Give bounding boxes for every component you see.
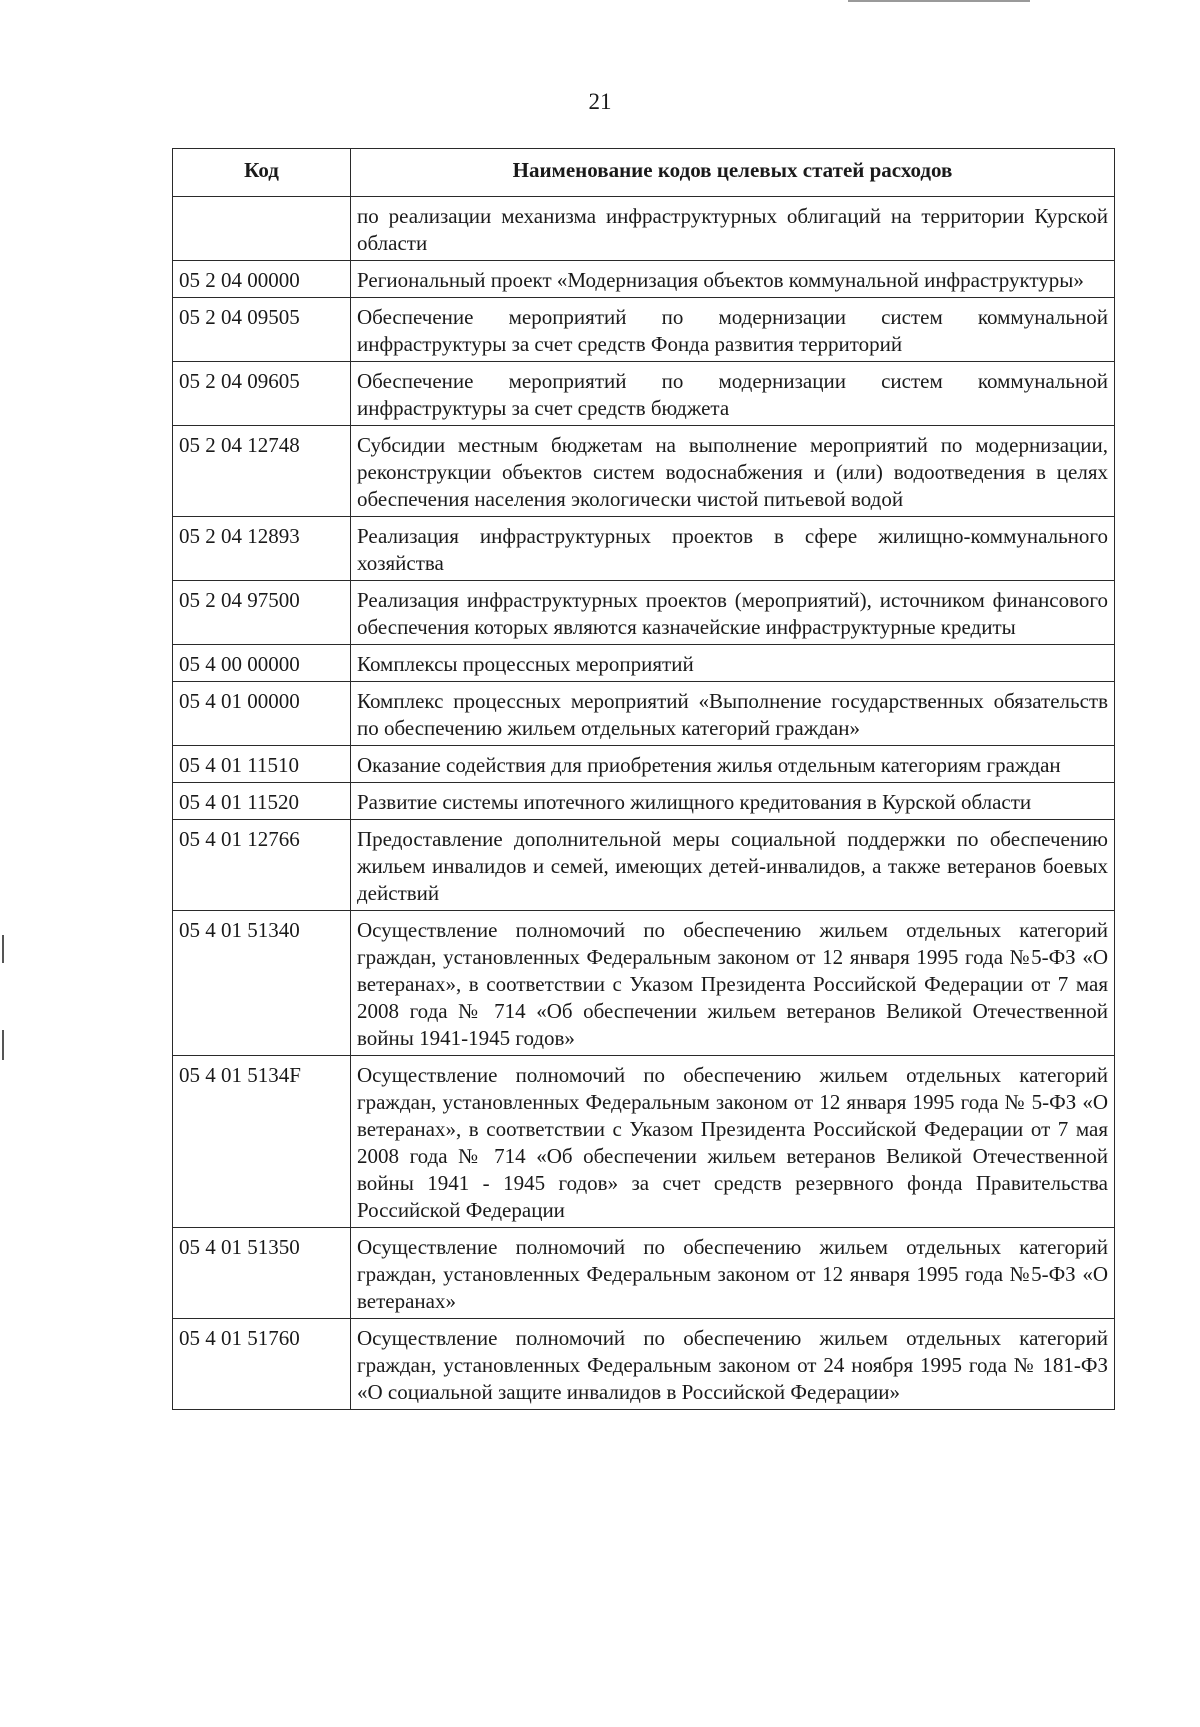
row-code	[173, 197, 351, 261]
row-name: Реализация инфраструктурных проектов в сфере жилищно-коммунального хозяйства	[351, 517, 1115, 581]
table-header-row	[173, 149, 1115, 197]
table-row	[173, 581, 1115, 645]
row-name: Субсидии местным бюджетам на выполнение мероприятий по модернизации, реконструкции объектов систем водоснабжения и (или) водоотведения в целях обеспечения населения экологически чистой питьевой водой	[351, 426, 1115, 517]
scan-edge-mark	[2, 1030, 4, 1060]
row-code: 05 2 04 09605	[173, 362, 351, 426]
table-row	[173, 298, 1115, 362]
scan-edge-mark	[2, 935, 4, 963]
row-code: 05 2 04 97500	[173, 581, 351, 645]
row-code: 05 2 04 12893	[173, 517, 351, 581]
row-name: Реализация инфраструктурных проектов (мероприятий), источником финансового обеспечения которых являются казначейские инфраструктурные кредиты	[351, 581, 1115, 645]
row-code: 05 4 01 11520	[173, 783, 351, 820]
row-code: 05 4 01 00000	[173, 682, 351, 746]
row-name: Оказание содействия для приобретения жилья отдельным категориям граждан	[351, 746, 1115, 783]
row-code: 05 2 04 09505	[173, 298, 351, 362]
table-row	[173, 517, 1115, 581]
table-row	[173, 645, 1115, 682]
row-name: Комплексы процессных мероприятий	[351, 645, 1115, 682]
table-body	[173, 197, 1115, 1410]
table-row	[173, 746, 1115, 783]
row-name: Осуществление полномочий по обеспечению жильем отдельных категорий граждан, установленных Федеральным законом от 12 января 1995 года №5-ФЗ «О ветеранах», в соответствии с Указом Президента Российской Федерации от 7 мая 2008 года № 714 «Об обеспечении жильем ветеранов Великой Отечественной войны 1941-1945 годов»	[351, 911, 1115, 1056]
top-edge-line	[848, 0, 1030, 2]
row-name: Обеспечение мероприятий по модернизации систем коммунальной инфраструктуры за счет средств бюджета	[351, 362, 1115, 426]
row-code: 05 4 01 11510	[173, 746, 351, 783]
table-row	[173, 197, 1115, 261]
table-row	[173, 1319, 1115, 1410]
table-row	[173, 911, 1115, 1056]
row-code: 05 4 01 5134F	[173, 1056, 351, 1228]
row-name: Комплекс процессных мероприятий «Выполнение государственных обязательств по обеспечению жильем отдельных категорий граждан»	[351, 682, 1115, 746]
row-name: Региональный проект «Модернизация объектов коммунальной инфраструктуры»	[351, 261, 1115, 298]
table-row	[173, 261, 1115, 298]
row-name: Осуществление полномочий по обеспечению жильем отдельных категорий граждан, установленных Федеральным законом от 24 ноября 1995 года № 181-ФЗ «О социальной защите инвалидов в Российской Федерации»	[351, 1319, 1115, 1410]
row-code: 05 4 00 00000	[173, 645, 351, 682]
row-code: 05 4 01 51350	[173, 1228, 351, 1319]
page-number: 21	[588, 89, 612, 114]
table-row	[173, 682, 1115, 746]
table-row	[173, 1228, 1115, 1319]
header-name: Наименование кодов целевых статей расходов	[351, 149, 1115, 197]
target-article-codes-table	[172, 148, 1115, 1410]
row-code: 05 2 04 00000	[173, 261, 351, 298]
table-row	[173, 426, 1115, 517]
row-name: Осуществление полномочий по обеспечению жильем отдельных категорий граждан, установленных Федеральным законом от 12 января 1995 года № 5-ФЗ «О ветеранах», в соответствии с Указом Президента Российской Федерации от 7 мая 2008 года № 714 «Об обеспечении жильем ветеранов Великой Отечественной войны 1941 - 1945 годов» за счет средств резервного фонда Правительства Российской Федерации	[351, 1056, 1115, 1228]
row-code: 05 2 04 12748	[173, 426, 351, 517]
row-code: 05 4 01 51340	[173, 911, 351, 1056]
row-name: Обеспечение мероприятий по модернизации систем коммунальной инфраструктуры за счет средств Фонда развития территорий	[351, 298, 1115, 362]
header-code: Код	[173, 149, 351, 197]
row-name: по реализации механизма инфраструктурных облигаций на территории Курской области	[351, 197, 1115, 261]
table-row	[173, 362, 1115, 426]
table-row	[173, 1056, 1115, 1228]
table-row	[173, 783, 1115, 820]
row-code: 05 4 01 51760	[173, 1319, 351, 1410]
row-name: Развитие системы ипотечного жилищного кредитования в Курской области	[351, 783, 1115, 820]
table-row	[173, 820, 1115, 911]
row-name: Предоставление дополнительной меры социальной поддержки по обеспечению жильем инвалидов и семей, имеющих детей-инвалидов, а также ветеранов боевых действий	[351, 820, 1115, 911]
row-name: Осуществление полномочий по обеспечению жильем отдельных категорий граждан, установленных Федеральным законом от 12 января 1995 года №5-ФЗ «О ветеранах»	[351, 1228, 1115, 1319]
row-code: 05 4 01 12766	[173, 820, 351, 911]
